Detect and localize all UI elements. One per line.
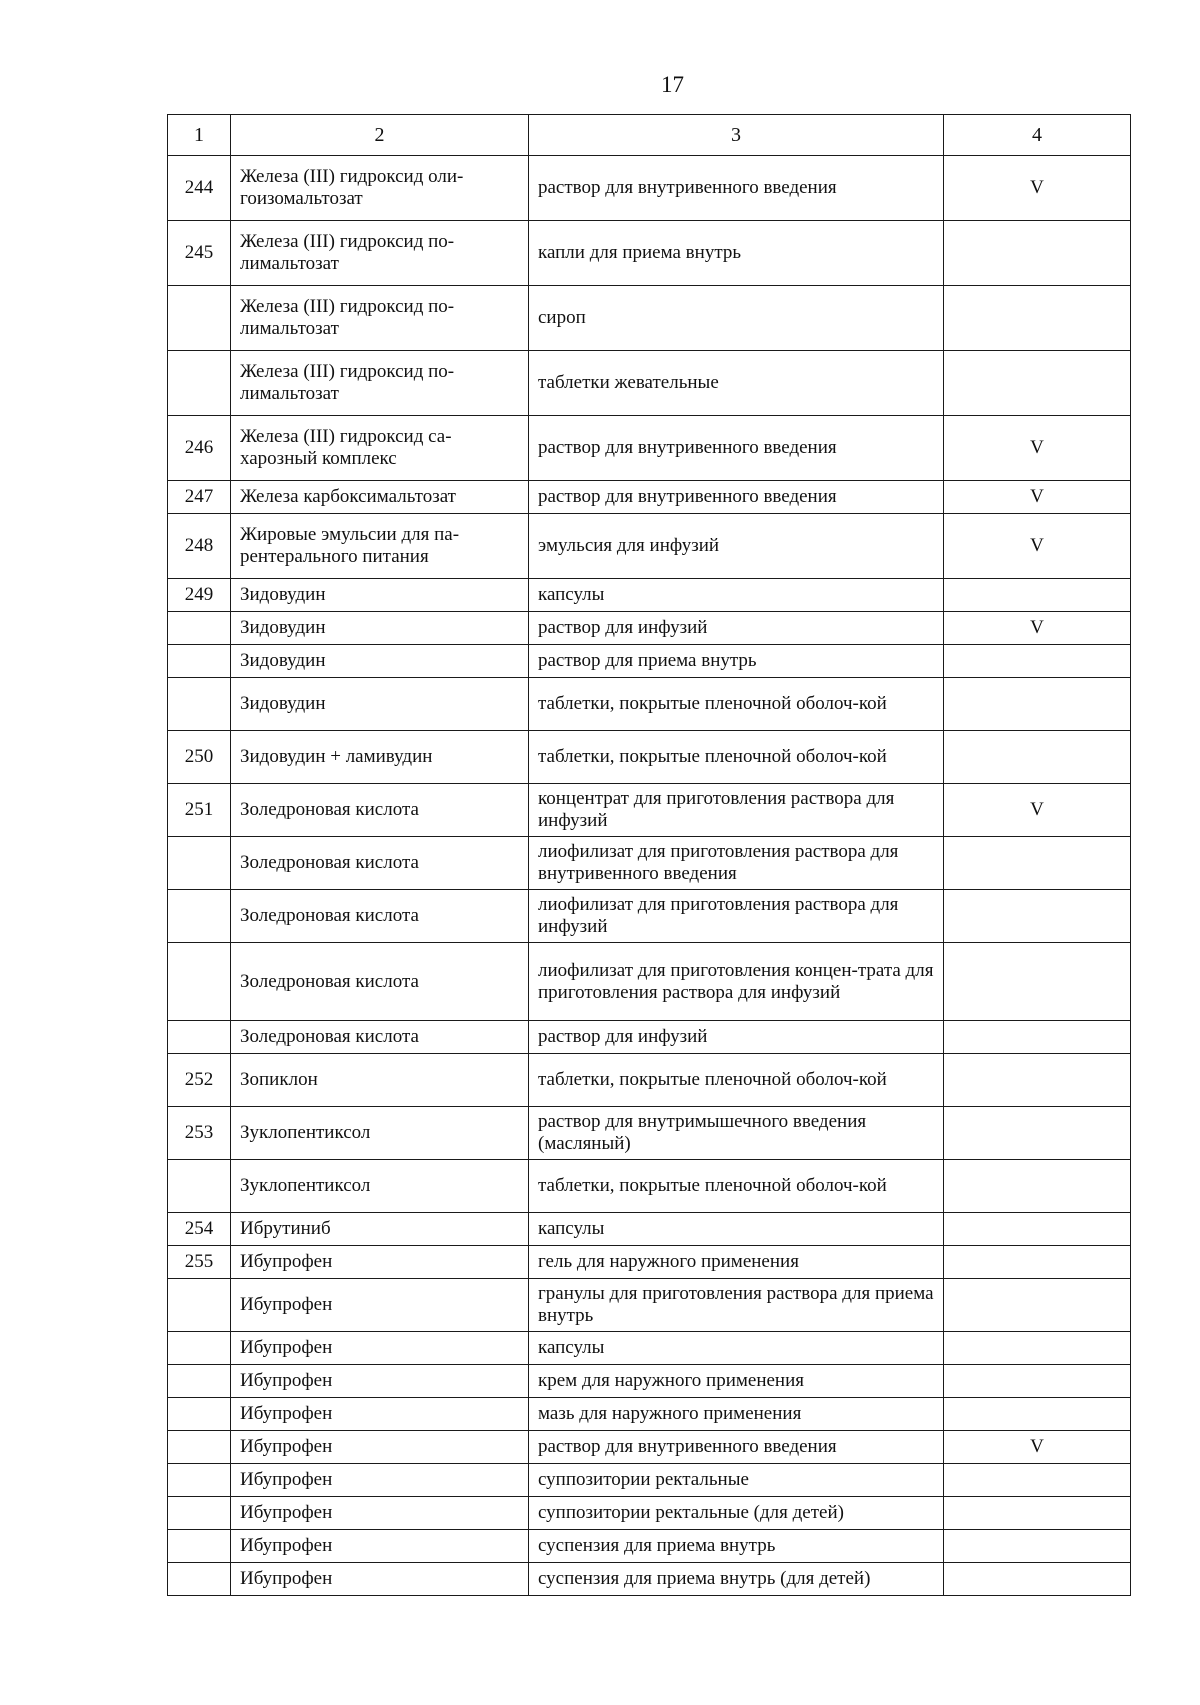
table-row [168, 645, 1131, 678]
column-header-mark: 4 [944, 115, 1131, 156]
table-row [168, 1246, 1131, 1279]
row-number [168, 1160, 231, 1213]
table-row [168, 1530, 1131, 1563]
table-row [168, 481, 1131, 514]
row-mark [944, 1107, 1131, 1160]
drug-name: Зидовудин [231, 579, 529, 612]
table-row [168, 1497, 1131, 1530]
row-mark [944, 943, 1131, 1021]
column-header-form: 3 [529, 115, 944, 156]
row-mark [944, 579, 1131, 612]
row-mark: V [944, 514, 1131, 579]
dosage-form: раствор для внутривенного введения [529, 481, 944, 514]
dosage-form: раствор для инфузий [529, 1021, 944, 1054]
table-row [168, 612, 1131, 645]
table-row [168, 1279, 1131, 1332]
dosage-form: суспензия для приема внутрь [529, 1530, 944, 1563]
table-row [168, 1332, 1131, 1365]
table-row [168, 1160, 1131, 1213]
drug-name: Ибрутиниб [231, 1213, 529, 1246]
row-number [168, 1464, 231, 1497]
dosage-form: капсулы [529, 1213, 944, 1246]
table-row [168, 579, 1131, 612]
drug-table [167, 114, 1131, 1596]
row-number: 251 [168, 784, 231, 837]
table-row [168, 678, 1131, 731]
dosage-form: таблетки жевательные [529, 351, 944, 416]
dosage-form: суппозитории ректальные (для детей) [529, 1497, 944, 1530]
row-number [168, 351, 231, 416]
table-row [168, 731, 1131, 784]
table-row [168, 784, 1131, 837]
row-number [168, 1530, 231, 1563]
column-header-name: 2 [231, 115, 529, 156]
row-mark [944, 678, 1131, 731]
dosage-form: раствор для инфузий [529, 612, 944, 645]
column-header-number: 1 [168, 115, 231, 156]
table-row [168, 514, 1131, 579]
table-header-row [168, 115, 1131, 156]
row-number: 248 [168, 514, 231, 579]
row-number [168, 1431, 231, 1464]
drug-name: Ибупрофен [231, 1279, 529, 1332]
drug-name: Зидовудин + ламивудин [231, 731, 529, 784]
dosage-form: крем для наружного применения [529, 1365, 944, 1398]
drug-name: Ибупрофен [231, 1497, 529, 1530]
table-row [168, 1365, 1131, 1398]
row-number [168, 1021, 231, 1054]
row-mark [944, 1464, 1131, 1497]
row-mark [944, 1497, 1131, 1530]
table-row [168, 1563, 1131, 1596]
row-mark [944, 1054, 1131, 1107]
dosage-form: раствор для внутривенного введения [529, 1431, 944, 1464]
row-number [168, 1497, 231, 1530]
drug-name: Золедроновая кислота [231, 1021, 529, 1054]
table-row [168, 351, 1131, 416]
drug-name: Железа карбоксимальтозат [231, 481, 529, 514]
row-number [168, 943, 231, 1021]
table-row [168, 837, 1131, 890]
row-mark: V [944, 1431, 1131, 1464]
dosage-form: раствор для внутримышечного введения (масляный) [529, 1107, 944, 1160]
row-mark [944, 645, 1131, 678]
table-row [168, 943, 1131, 1021]
drug-name: Ибупрофен [231, 1563, 529, 1596]
drug-name: Ибупрофен [231, 1398, 529, 1431]
table-row [168, 286, 1131, 351]
dosage-form: таблетки, покрытые пленочной оболоч-кой [529, 1054, 944, 1107]
row-mark [944, 1365, 1131, 1398]
dosage-form: раствор для внутривенного введения [529, 156, 944, 221]
row-number [168, 1332, 231, 1365]
row-number: 250 [168, 731, 231, 784]
row-number [168, 678, 231, 731]
row-mark [944, 351, 1131, 416]
row-number: 254 [168, 1213, 231, 1246]
row-number [168, 890, 231, 943]
dosage-form: лиофилизат для приготовления раствора для внутривенного введения [529, 837, 944, 890]
table-row [168, 890, 1131, 943]
dosage-form: гель для наружного применения [529, 1246, 944, 1279]
dosage-form: сироп [529, 286, 944, 351]
row-number [168, 837, 231, 890]
table-row [168, 1464, 1131, 1497]
drug-table-body [168, 115, 1131, 1596]
drug-name: Ибупрофен [231, 1464, 529, 1497]
table-row [168, 1054, 1131, 1107]
row-mark [944, 1213, 1131, 1246]
drug-name: Зопиклон [231, 1054, 529, 1107]
row-number: 247 [168, 481, 231, 514]
row-mark [944, 1246, 1131, 1279]
row-number: 252 [168, 1054, 231, 1107]
drug-name: Жировые эмульсии для па-рентерального питания [231, 514, 529, 579]
drug-name: Золедроновая кислота [231, 837, 529, 890]
drug-name: Зидовудин [231, 612, 529, 645]
row-number [168, 1279, 231, 1332]
row-mark [944, 1332, 1131, 1365]
row-mark [944, 1160, 1131, 1213]
dosage-form: капсулы [529, 1332, 944, 1365]
drug-name: Золедроновая кислота [231, 890, 529, 943]
row-mark [944, 890, 1131, 943]
row-number [168, 1365, 231, 1398]
dosage-form: лиофилизат для приготовления концен-трата для приготовления раствора для инфузий [529, 943, 944, 1021]
row-number [168, 286, 231, 351]
drug-name: Ибупрофен [231, 1365, 529, 1398]
row-mark [944, 731, 1131, 784]
table-row [168, 1021, 1131, 1054]
row-mark: V [944, 784, 1131, 837]
drug-name: Ибупрофен [231, 1431, 529, 1464]
row-number: 245 [168, 221, 231, 286]
row-mark: V [944, 156, 1131, 221]
drug-name: Железа (III) гидроксид по-лимальтозат [231, 221, 529, 286]
row-number: 244 [168, 156, 231, 221]
row-mark [944, 1021, 1131, 1054]
row-mark [944, 286, 1131, 351]
dosage-form: мазь для наружного применения [529, 1398, 944, 1431]
drug-name: Железа (III) гидроксид по-лимальтозат [231, 351, 529, 416]
row-number: 253 [168, 1107, 231, 1160]
row-number [168, 1398, 231, 1431]
page-number: 17 [661, 72, 684, 97]
drug-name: Золедроновая кислота [231, 943, 529, 1021]
dosage-form: раствор для внутривенного введения [529, 416, 944, 481]
dosage-form: гранулы для приготовления раствора для приема внутрь [529, 1279, 944, 1332]
table-row [168, 1107, 1131, 1160]
row-mark [944, 1530, 1131, 1563]
drug-name: Золедроновая кислота [231, 784, 529, 837]
table-row [168, 416, 1131, 481]
drug-name: Железа (III) гидроксид са-харозный комплекс [231, 416, 529, 481]
dosage-form: суспензия для приема внутрь (для детей) [529, 1563, 944, 1596]
drug-name: Зуклопентиксол [231, 1160, 529, 1213]
dosage-form: таблетки, покрытые пленочной оболоч-кой [529, 1160, 944, 1213]
dosage-form: концентрат для приготовления раствора для инфузий [529, 784, 944, 837]
row-mark [944, 221, 1131, 286]
row-mark [944, 1398, 1131, 1431]
drug-name: Ибупрофен [231, 1332, 529, 1365]
dosage-form: раствор для приема внутрь [529, 645, 944, 678]
row-number [168, 645, 231, 678]
drug-name: Ибупрофен [231, 1530, 529, 1563]
dosage-form: капли для приема внутрь [529, 221, 944, 286]
row-number [168, 612, 231, 645]
drug-name: Зидовудин [231, 645, 529, 678]
table-row [168, 1398, 1131, 1431]
drug-name: Зидовудин [231, 678, 529, 731]
row-number: 246 [168, 416, 231, 481]
dosage-form: таблетки, покрытые пленочной оболоч-кой [529, 731, 944, 784]
row-mark: V [944, 416, 1131, 481]
dosage-form: эмульсия для инфузий [529, 514, 944, 579]
table-row [168, 221, 1131, 286]
row-mark [944, 1563, 1131, 1596]
dosage-form: лиофилизат для приготовления раствора для инфузий [529, 890, 944, 943]
row-number [168, 1563, 231, 1596]
row-mark: V [944, 481, 1131, 514]
dosage-form: суппозитории ректальные [529, 1464, 944, 1497]
row-mark: V [944, 612, 1131, 645]
drug-name: Железа (III) гидроксид оли-гоизомальтозат [231, 156, 529, 221]
table-row [168, 1431, 1131, 1464]
table-row [168, 156, 1131, 221]
row-number: 255 [168, 1246, 231, 1279]
drug-name: Железа (III) гидроксид по-лимальтозат [231, 286, 529, 351]
drug-name: Ибупрофен [231, 1246, 529, 1279]
dosage-form: таблетки, покрытые пленочной оболоч-кой [529, 678, 944, 731]
table-row [168, 1213, 1131, 1246]
dosage-form: капсулы [529, 579, 944, 612]
row-mark [944, 1279, 1131, 1332]
drug-name: Зуклопентиксол [231, 1107, 529, 1160]
row-number: 249 [168, 579, 231, 612]
row-mark [944, 837, 1131, 890]
